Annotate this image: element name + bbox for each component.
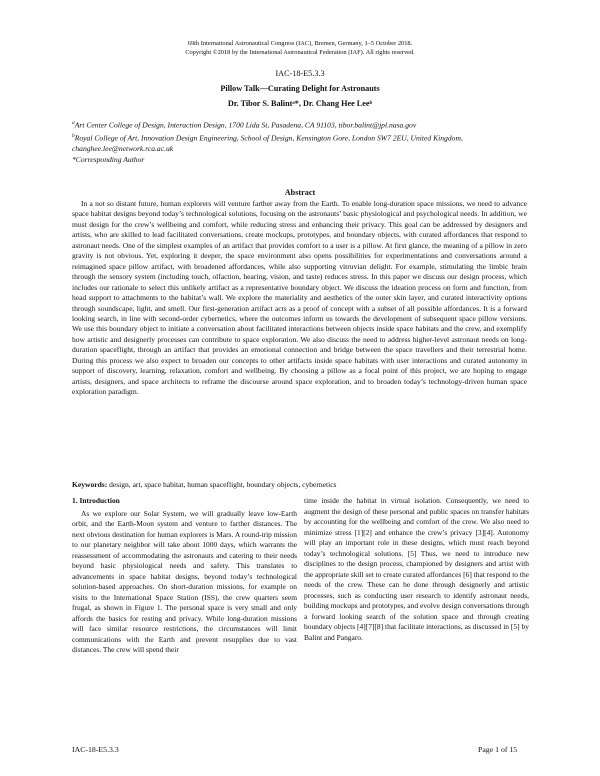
keywords-label: Keywords: xyxy=(72,480,108,489)
affiliation-a xyxy=(72,118,542,131)
affiliation-a-marker: a xyxy=(72,120,75,126)
right-column xyxy=(304,496,529,643)
keywords-text: design, art, space habitat, human spaceflight, boundary objects, cybernetics xyxy=(107,480,337,489)
abstract-heading: Abstract xyxy=(284,188,316,197)
left-column xyxy=(72,496,297,656)
corresponding-author: *Corresponding Author xyxy=(72,154,145,164)
section-heading: 1. Introduction xyxy=(72,496,120,505)
affiliation-a-text: Art Center College of Design, Interaction Design, 1700 Lida St, Pasadena, CA 91103, tibor.balint@jpl.nasa.gov xyxy=(74,120,417,130)
paper-title: Pillow Talk—Curating Delight for Astronauts xyxy=(220,84,380,93)
affiliation-b xyxy=(72,131,542,155)
page-number: Page 1 of 15 xyxy=(478,745,518,754)
paper-id: IAC-18-E5.3.3 xyxy=(275,69,325,78)
footer-paper-id: IAC-18-E5.3.3 xyxy=(72,745,119,754)
copyright-line: Copyright ©2018 by the International Astronautical Federation (IAF). All rights reserved. xyxy=(185,48,415,56)
affiliation-b-text: Royal College of Art, Innovation Design Engineering, School of Design, Kensington Gore, London SW7 2EU, United Kingdom, changhee.lee@network.rca.ac.uk xyxy=(72,133,463,154)
abstract-text: In a not so distant future, human explorers will venture farther away from the Earth. To enable long-duration space missions, we need to advance space habitat designs beyond today’s technological solutions, focusing on the astronauts’ basic physiological and psychological needs. In addition, we must design for the crew’s wellbeing and comfort, while reducing stress and enhancing their privacy. This goal can be addressed by designers and artists, who are skilled to lead facilitated conversations, create mockups, prototypes, and boundary objects, with curated affordances that respond to astronaut needs. One of the simplest examples of an artifact that provides comfort to a user is a pillow. At first glance, the meaning of a pillow in zero gravity is not obvious. Yet, exploring it deeper, the space environment also opens possibilities for experimentations and conversations around a reimagined space pillow artifact, with broadened affordances, while also supporting vitruvian delight. For example, stimulating the limbic brain through the sensory system (including touch, olfaction, hearing, vision, and taste) reduces stress. In this paper we discuss our design process, which includes our rationale to select this unlikely artifact as a representative boundary object. We discuss the ideation process on form and function, from head support to attachments to the habitat’s wall. We explore the materiality and aesthetics of the outer skin layer, and curated interactivity options through soundscape, light, and smell. Our first-generation artifact acts as a proof of concept with a subset of all possible affordances. It is a forward looking search, in line with second-order cybernetics, where the outcomes inform us towards the development of subsequent space pillow versions. We use this boundary object to initiate a conversation about facilitated interactions between objects inside space habitats and the crew, and exemplify how artistic and designerly processes can contribute to space exploration. We also discuss the need to address higher-level astronaut needs on long-duration spaceflight, through an artifact that provides an emotional connection and bridge between the space travellers and their terrestrial home. During this process we also expect to broaden our concepts to other artifacts inside space habitats with user interactions and curated autonomy in support of discovery, learning, relaxation, comfort and wellbeing. By choosing a pillow as a focal point of this project, we are hoping to engage artists, designers, and space architects to reframe the discourse around space exploration, and to broaden today’s technology-driven human space exploration paradigm. xyxy=(72,199,527,397)
affiliations xyxy=(72,118,542,165)
affiliation-b-marker: b xyxy=(72,133,75,140)
intro-paragraph-1-continued: time inside the habitat in virtual isolation. Consequently, we need to augment the design of these personal and public spaces on transfer habitats by accounting for the wellbeing and comfort of the crew. We also need to minimize stress [1][2] and enhance the crew’s privacy [3][4]. Autonomy will play an important role in these designs, which must reach beyond today’s technological solutions. [5] Thus, we need to introduce new disciplines to the design process, championed by designers and artist with the appropriate skill set to create curated affordances [6] that respond to the needs of the crew. These can be done through designerly and artistic processes, such as conducting user research to identify astronaut needs, building mockups and prototypes, and evolve design conversations through a forward looking search of the solution space and through creating boundary objects [4][7][8] that facilitate interactions, as discussed in [5] by Balint and Pangaro. xyxy=(304,496,529,642)
conference-header xyxy=(0,40,600,57)
keywords xyxy=(72,480,527,489)
intro-paragraph-1: As we explore our Solar System, we will gradually leave low-Earth orbit, and the Earth-Moon system and venture to farther distances. The next obvious destination for human explorers is Mars. A round-trip mission to our planetary neighbor will take about 1000 days, which warrants the reassessment of accommodating the astronauts and catering to their needs beyond basic physiological needs and safety. This translates to advancements in space habitat designs, beyond today’s technological solution-based approaches. On short-duration missions, for example on visits to the International Space Station (ISS), the crew quarters seem frugal, as shown in Figure 1. The personal space is very small and only affords the basics for resting and privacy. While long-duration missions will face similar resource restrictions, the circumstances will limit communications with the Earth and prevent resupplies due to vast distances. The crew will spend their xyxy=(72,508,297,654)
conference-line: 69th International Astronautical Congress (IAC), Bremen, Germany, 1–5 October 2018. xyxy=(187,40,413,47)
author-list: Dr. Tibor S. Balintᵃ*, Dr. Chang Hee Leeᵇ xyxy=(227,99,373,108)
